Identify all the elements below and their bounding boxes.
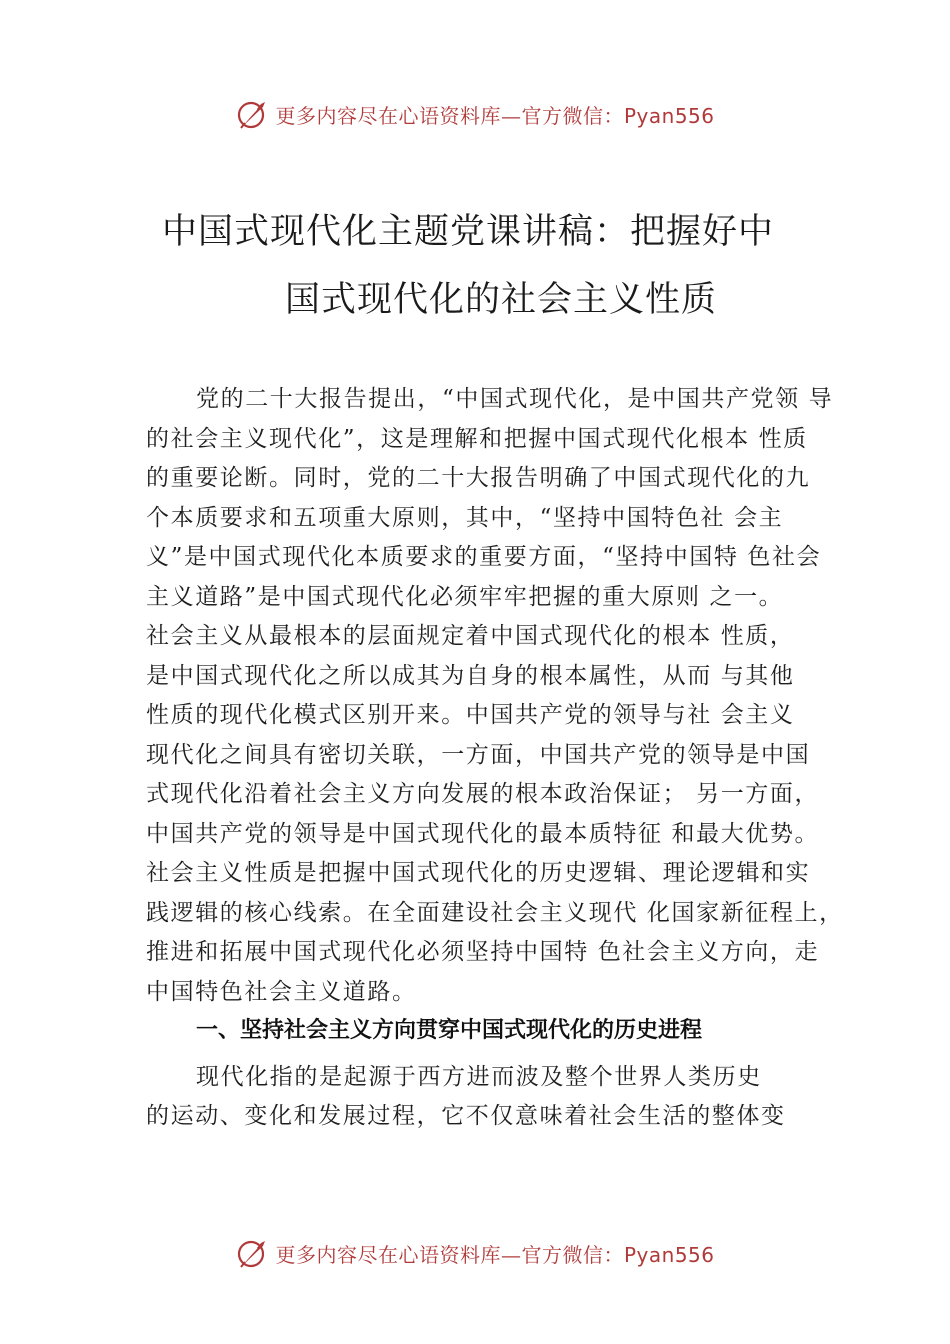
header-banner [0,94,950,134]
section-body-line: 的运动、变化和发展过程，它不仅意味着社会生活的整体变 [146,1103,786,1129]
banner-wechat-id: Pyan556 [623,103,715,128]
body-line: 的社会主义现代化”，这是理解和把握中国式现代化根本 性质 [146,426,808,452]
banner-text [275,1239,714,1268]
banner-wechat-id: Pyan556 [623,1242,715,1267]
body-line: 性质的现代化模式区别开来。中国共产党的领导与社 会主义 [146,702,795,728]
footer-banner [0,1233,950,1273]
body-line: 是中国式现代化之所以成其为自身的根本属性，从而 与其他 [146,663,795,689]
body-line: 的重要论断。同时，党的二十大报告明确了中国式现代化的九 [146,465,811,491]
body-line: 社会主义从最根本的层面规定着中国式现代化的根本 性质， [146,623,795,649]
body-line: 践逻辑的核心线索。在全面建设社会主义现代 化国家新征程上， [146,900,844,926]
body-line: 中国特色社会主义道路。 [146,979,417,1005]
banner-text [275,100,714,129]
section-body-line: 现代化指的是起源于西方进而波及整个世界人类历史 [196,1064,762,1090]
banner-label: 更多内容尽在心语资料库—官方微信： [275,103,624,128]
body-line: 党的二十大报告提出，“中国式现代化，是中国共产党领 导 [196,386,834,412]
body-line: 现代化之间具有密切关联，一方面，中国共产党的领导是中国 [146,742,811,768]
body-line: 式现代化沿着社会主义方向发展的根本政治保证； 另一方面， [146,781,820,807]
body-line: 个本质要求和五项重大原则，其中，“坚持中国特色社 会主 [146,505,784,531]
section-heading: 一、坚持社会主义方向贯穿中国式现代化的历史进程 [196,1018,703,1043]
body-line: 义”是中国式现代化本质要求的重要方面，“坚持中国特 色社会 [146,544,822,570]
quill-pen-logo-icon [235,96,271,132]
document-title-line-2: 国式现代化的社会主义性质 [285,280,718,320]
body-line: 推进和拓展中国式现代化必须坚持中国特 色社会主义方向，走 [146,939,820,965]
body-line: 中国共产党的领导是中国式现代化的最本质特征 和最大优势。 [146,821,820,847]
quill-pen-logo-icon [235,1235,271,1271]
body-line: 主义道路”是中国式现代化必须牢牢把握的重大原则 之一。 [146,584,784,610]
document-title-line-1: 中国式现代化主题党课讲稿：把握好中 [162,212,775,252]
banner-label: 更多内容尽在心语资料库—官方微信： [275,1242,624,1267]
body-line: 社会主义性质是把握中国式现代化的历史逻辑、理论逻辑和实 [146,860,811,886]
